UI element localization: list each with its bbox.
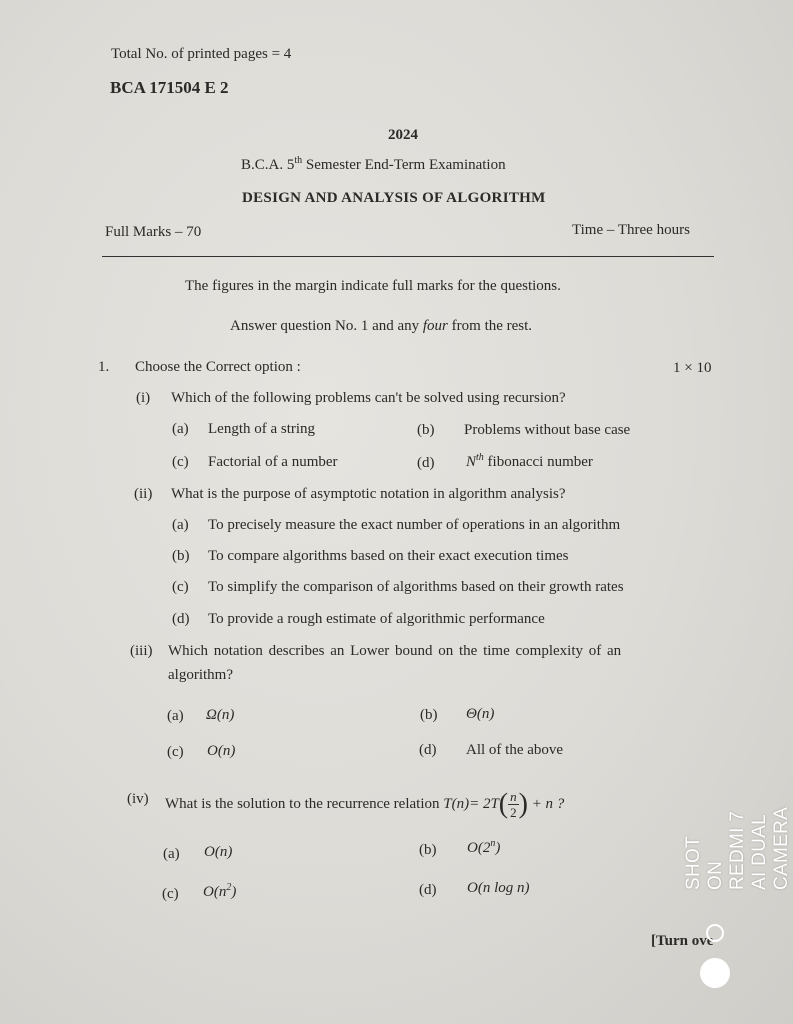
exam-year: 2024 <box>388 127 418 143</box>
question-text: Choose the Correct option : <box>135 359 301 375</box>
option-label: (c) <box>167 744 184 760</box>
fraction: $\frac{n}{2}$ <box>510 789 517 820</box>
sub-question-number: (ii) <box>134 486 153 502</box>
option-label: (a) <box>163 846 180 862</box>
option-label: (b) <box>419 842 437 858</box>
option-label: (d) <box>417 455 435 471</box>
sub-question-text: What is the purpose of asymptotic notation in algorithm analysis? <box>171 486 566 502</box>
exam-title: B.C.A. 5th Semester End-Term Examination <box>241 155 506 173</box>
option-text: Θ(n) <box>466 706 495 722</box>
option-label: (b) <box>420 707 438 723</box>
header-divider <box>102 256 714 257</box>
option-label: (b) <box>417 422 435 438</box>
option-text: To precisely measure the exact number of operations in an algorithm <box>208 517 621 533</box>
option-text: Ω(n) <box>206 707 235 723</box>
option-label: (c) <box>162 886 179 902</box>
option-text: To compare algorithms based on their exact execution times <box>208 548 569 564</box>
sub-question-number: (iii) <box>130 643 153 659</box>
option-label: (b) <box>172 548 190 564</box>
option-label: (d) <box>419 742 437 758</box>
option-text: Problems without base case <box>464 422 631 438</box>
option-text: $N^{th}$ fibonacci number <box>466 452 593 470</box>
option-label: (c) <box>172 579 189 595</box>
option-text: To simplify the comparison of algorithms based on their growth rates <box>208 579 624 595</box>
full-marks: Full Marks – 70 <box>105 224 202 240</box>
option-text: Factorial of a number <box>208 454 338 470</box>
option-text: $O(n^2)$ <box>203 882 237 900</box>
option-text: All of the above <box>466 742 564 758</box>
instruction-marks: The figures in the margin indicate full marks for the questions. <box>185 278 561 294</box>
option-text: To provide a rough estimate of algorithmic performance <box>208 611 545 627</box>
camera-watermark: SHOT ON REDMI 7 AI DUAL CAMERA <box>683 806 792 890</box>
paper-code: BCA 171504 E 2 <box>110 78 229 97</box>
option-text: O(n) <box>207 743 236 759</box>
option-text: O(2$^n$) <box>467 838 501 856</box>
option-label: (c) <box>172 454 189 470</box>
option-text: O(n log n) <box>467 880 530 896</box>
option-text: Length of a string <box>208 421 316 437</box>
sub-question-text-continued: algorithm? <box>168 667 233 683</box>
sub-question-number: (iv) <box>127 791 149 807</box>
question-marks: 1 × 10 <box>673 360 712 376</box>
sub-question-text: Which notation describes an Lower bound on the time complexity of an <box>168 643 622 659</box>
option-label: (d) <box>172 611 190 627</box>
recurrence-relation: T(n)= 2T <box>443 795 499 812</box>
sub-question-text: What is the solution to the recurrence relation T(n)= 2T( $\frac{n}{2}$ ) + n ? <box>165 788 565 820</box>
option-label: (a) <box>167 708 184 724</box>
sub-question-number: (i) <box>136 390 151 406</box>
instruction-answer: Answer question No. 1 and any four from the rest. <box>230 318 533 334</box>
question-number: 1. <box>98 359 110 375</box>
printed-pages-note: Total No. of printed pages = 4 <box>111 46 292 62</box>
time-allowed: Time – Three hours <box>572 222 690 238</box>
camera-ring-icon <box>706 924 724 942</box>
option-label: (d) <box>419 882 437 898</box>
option-label: (a) <box>172 517 189 533</box>
turn-over-note: [Turn ove <box>651 933 714 949</box>
option-label: (a) <box>172 421 189 437</box>
subject-title: DESIGN AND ANALYSIS OF ALGORITHM <box>242 190 546 206</box>
sub-question-text: Which of the following problems can't be solved using recursion? <box>171 390 566 406</box>
option-text: O(n) <box>204 844 233 860</box>
camera-dot-icon <box>700 958 730 988</box>
